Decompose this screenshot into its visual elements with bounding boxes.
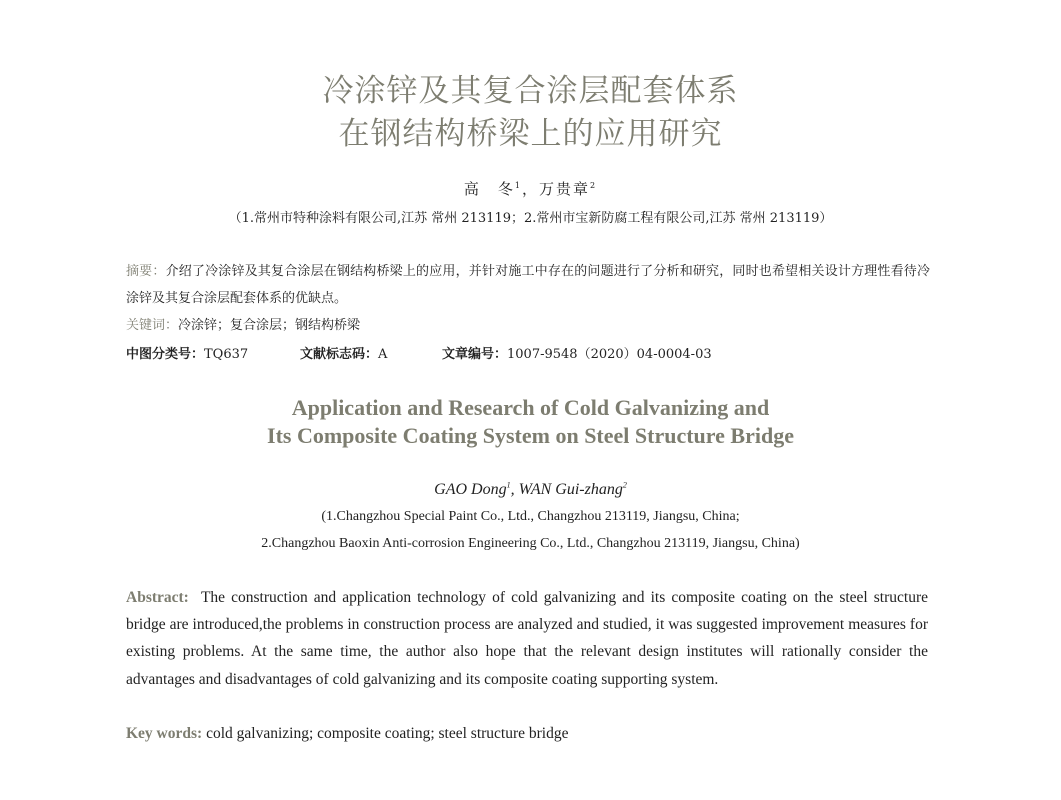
- en-title: [0, 394, 1061, 450]
- en-keywords-text: cold galvanizing; composite coating; steel structure bridge: [206, 725, 569, 742]
- en-title-line1: Application and Research of Cold Galvanizing and: [291, 395, 770, 420]
- cn-keywords-text: 冷涂锌；复合涂层；钢结构桥梁: [178, 318, 361, 333]
- doc-code-field: [300, 343, 442, 362]
- en-author-1: GAO Dong: [434, 481, 507, 498]
- en-abstract-label: Abstract:: [126, 589, 189, 606]
- cn-abstract-text: 介绍了冷涂锌及其复合涂层在钢结构桥梁上的应用，并针对施工中存在的问题进行了分析和研究，同时也希望相关设计方理性看待冷涂锌及其复合涂层配套体系的优缺点。: [126, 264, 930, 306]
- cn-abstract-label: 摘要：: [126, 264, 166, 279]
- cn-author-sep: ，: [521, 180, 539, 198]
- cn-abstract: [126, 258, 930, 312]
- cn-title-line1: 冷涂锌及其复合涂层配套体系: [322, 73, 739, 109]
- cn-author-1: 高 冬: [463, 180, 515, 198]
- cn-keywords-label: 关键词：: [126, 318, 179, 333]
- en-keywords: [126, 720, 928, 747]
- cn-keywords: [126, 312, 930, 339]
- en-author-1-sup: 1: [506, 480, 511, 490]
- en-affiliation-2: 2.Changzhou Baoxin Anti-corrosion Engineering Co., Ltd., Changzhou 213119, Jiangsu, China): [261, 536, 800, 551]
- en-abstract: [126, 584, 928, 693]
- cn-affiliation: （1.常州市特种涂料有限公司,江苏 常州 213119；2.常州市宝新防腐工程有限公司,江苏 常州 213119）: [228, 211, 833, 226]
- clc-value: TQ637: [204, 347, 249, 362]
- en-keywords-label: Key words:: [126, 725, 203, 742]
- classification-line: [126, 343, 712, 362]
- clc-label: 中图分类号：: [126, 347, 205, 362]
- en-title-line2: Its Composite Coating System on Steel Structure Bridge: [267, 423, 794, 448]
- en-authors: [0, 481, 1061, 499]
- cn-authors: [0, 178, 1061, 199]
- en-abstract-text: The construction and application technology of cold galvanizing and its composite coating on the steel structure bridge are introduced,the problems in construction process are analyzed and studied, it was suggested improvement measures for existing problems. At the same time, the author also hope that the relevant design institutes will rationally consider the advantages and disadvantages of cold galvanizing and its composite coating supporting system.: [126, 589, 929, 688]
- doc-code-label: 文献标志码：: [300, 347, 379, 362]
- cn-author-2: 万贵章: [539, 180, 591, 198]
- en-author-2-sup: 2: [622, 480, 627, 490]
- cn-author-1-sup: 1: [514, 181, 522, 190]
- article-no-field: [442, 347, 712, 362]
- cn-title-line2: 在钢结构桥梁上的应用研究: [338, 116, 723, 152]
- en-author-2: WAN Gui-zhang: [518, 481, 623, 498]
- en-author-sep: ,: [510, 481, 519, 498]
- en-affiliation-1: (1.Changzhou Special Paint Co., Ltd., Changzhou 213119, Jiangsu, China;: [321, 509, 740, 524]
- doc-code-value: A: [378, 347, 388, 362]
- article-no-label: 文章编号：: [442, 347, 508, 362]
- cn-author-2-sup: 2: [590, 181, 598, 190]
- article-no-value: 1007-9548（2020）04-0004-03: [507, 347, 712, 362]
- clc-field: [126, 343, 300, 362]
- cn-title: [0, 70, 1061, 156]
